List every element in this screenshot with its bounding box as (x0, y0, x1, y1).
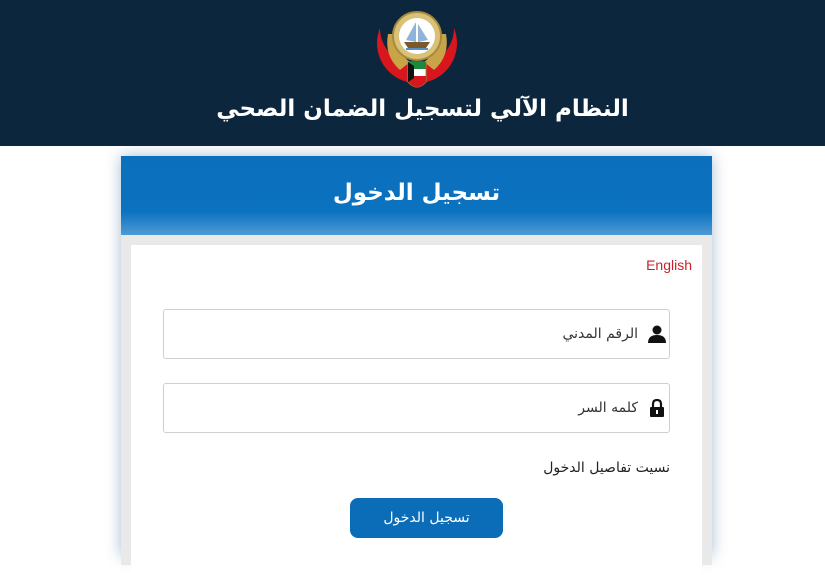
forgot-credentials-link[interactable]: نسيت تفاصيل الدخول (543, 460, 670, 476)
login-title: تسجيل الدخول (332, 180, 501, 206)
login-card (121, 156, 712, 556)
civil-id-input[interactable] (164, 310, 644, 358)
civil-id-field (163, 309, 670, 359)
login-card-frame (121, 235, 712, 565)
login-card-header (121, 156, 712, 235)
site-title: النظام الآلي لتسجيل الضمان الصحي (216, 96, 629, 122)
site-header (0, 0, 825, 146)
user-icon (647, 324, 667, 344)
login-button[interactable]: تسجيل الدخول (350, 498, 503, 538)
language-switch-link[interactable]: English (646, 257, 692, 273)
password-field (163, 383, 670, 433)
lock-icon (647, 398, 667, 418)
login-form (131, 245, 702, 575)
kuwait-emblem-icon (366, 4, 468, 94)
password-input[interactable] (164, 384, 644, 432)
